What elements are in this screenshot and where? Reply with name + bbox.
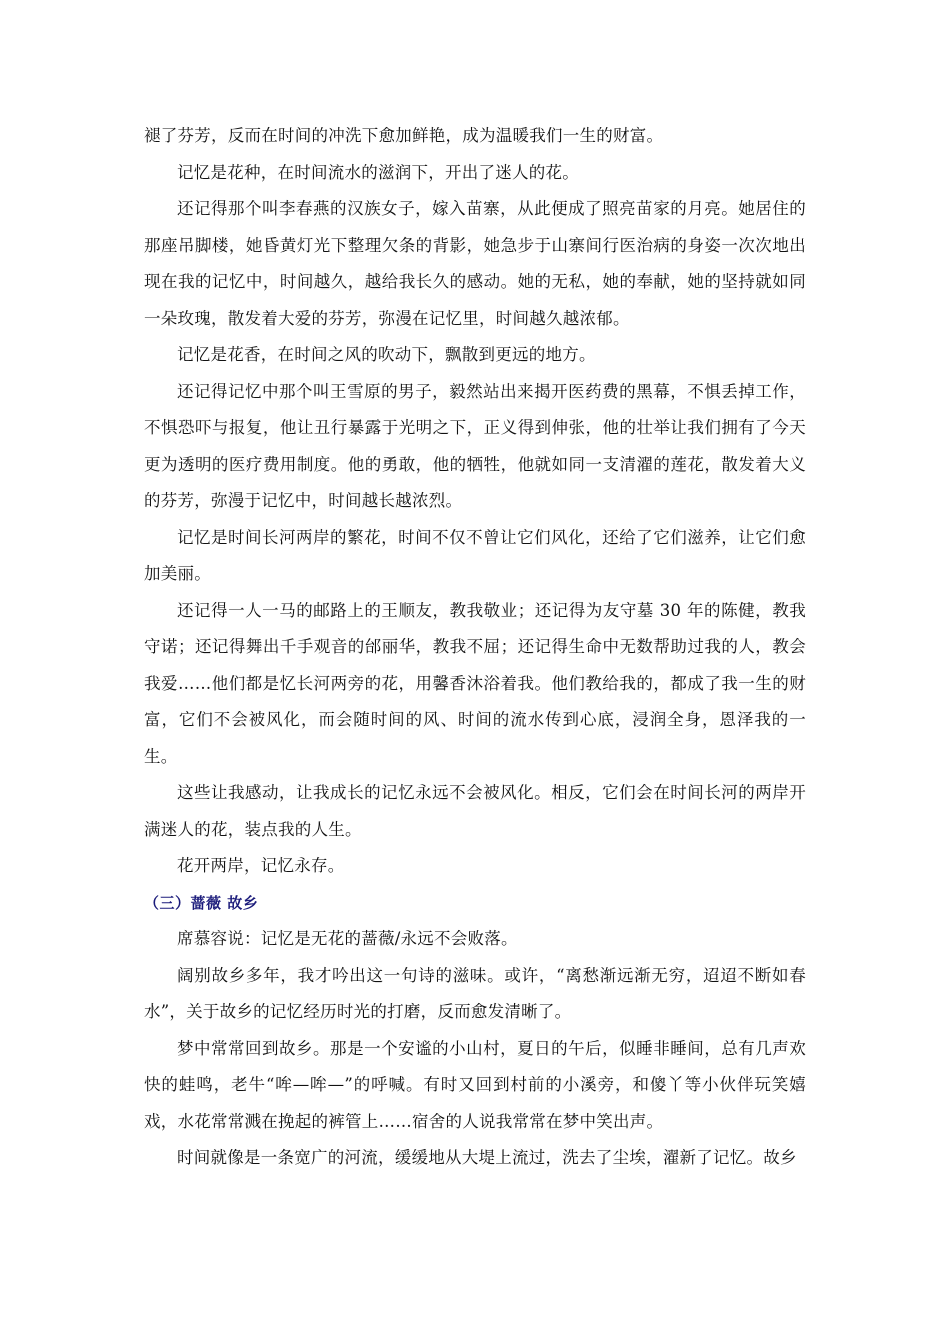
paragraph: 还记得那个叫李春燕的汉族女子，嫁入苗寨，从此便成了照亮苗家的月亮。她居住的那座吊脚楼，她昏黄灯光下整理欠条的背影，她急步于山寨间行医治病的身姿一次次地出现在我的记忆中，时间越久，越给我长久的感动。她的无私，她的奉献，她的坚持就如同一朵玫瑰，散发着大爱的芬芳，弥漫在记忆里，时间越久越浓郁。 — [144, 199, 806, 328]
paragraph: 时间就像是一条宽广的河流，缓缓地从大堤上流过，洗去了尘埃，濯新了记忆。故乡 — [177, 1148, 797, 1167]
paragraph: 还记得一人一马的邮路上的王顺友，教我敬业；还记得为友守墓 30 年的陈健，教我守诺；还记得舞出千手观音的邰丽华，教我不屈；还记得生命中无数帮助过我的人，教会我爱……他们都是忆长河两旁的花，用馨香沐浴着我。他们教给我的，都成了我一生的财富，它们不会被风化，而会随时间的风、时间的流水传到心底，浸润全身，恩泽我的一生。 — [144, 600, 806, 766]
paragraph: 花开两岸，记忆永存。 — [177, 856, 345, 875]
paragraph: 记忆是花种，在时间流水的滋润下，开出了迷人的花。 — [177, 162, 579, 182]
paragraph: 阔别故乡多年，我才吟出这一句诗的滋味。或许，“离愁渐远渐无穷，迢迢不断如春水”，关于故乡的记忆经历时光的打磨，反而愈发清晰了。 — [144, 965, 806, 1021]
section-heading: （三）蔷薇 故乡 — [144, 893, 259, 912]
paragraph: 这些让我感动，让我成长的记忆永远不会被风化。相反，它们会在时间长河的两岸开满迷人的花，装点我的人生。 — [144, 783, 806, 839]
paragraph: 梦中常常回到故乡。那是一个安谧的小山村，夏日的午后，似睡非睡间，总有几声欢快的蛙鸣，老牛“哞—哞—”的呼喊。有时又回到村前的小溪旁，和傻丫等小伙伴玩笑嬉戏，水花常常溅在挽起的裤管上……宿舍的人说我常常在梦中笑出声。 — [144, 1038, 806, 1131]
paragraph: 还记得记忆中那个叫王雪原的男子，毅然站出来揭开医药费的黑幕，不惧丢掉工作，不惧恐吓与报复，他让丑行暴露于光明之下，正义得到伸张，他的壮举让我们拥有了今天更为透明的医疗费用制度。他的勇敢，他的牺牲，他就如同一支清濯的莲花，散发着大义的芬芳，弥漫于记忆中，时间越长越浓烈。 — [144, 381, 806, 510]
paragraph: 记忆是时间长河两岸的繁花，时间不仅不曾让它们风化，还给了它们滋养，让它们愈加美丽。 — [144, 527, 806, 583]
document-body — [144, 118, 806, 1177]
paragraph: 记忆是花香，在时间之风的吹动下，飘散到更远的地方。 — [177, 345, 596, 364]
paragraph: 褪了芬芳，反而在时间的冲洗下愈加鲜艳，成为温暖我们一生的财富。 — [144, 126, 664, 145]
paragraph: 席慕容说：记忆是无花的蔷薇/永远不会败落。 — [177, 929, 518, 948]
